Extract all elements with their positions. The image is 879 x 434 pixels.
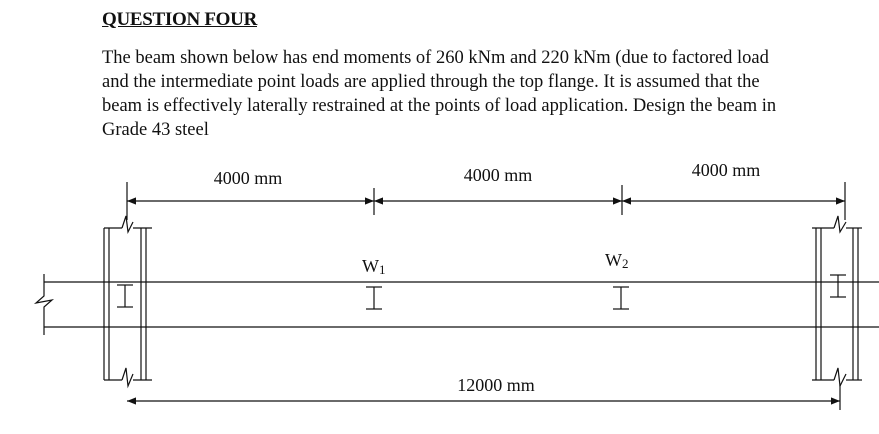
right-column <box>812 216 862 386</box>
question-line-4: Grade 43 steel <box>102 120 209 140</box>
question-line-2: and the intermediate point loads are applied through the top flange. It is assumed that the <box>102 72 760 92</box>
i-section-left <box>117 285 133 307</box>
span-2-label: 4000 mm <box>463 165 533 185</box>
span-3-label: 4000 mm <box>691 160 761 180</box>
total-span-label: 12000 mm <box>457 375 535 395</box>
question-heading: QUESTION FOUR <box>102 9 257 30</box>
load-w1-label: W1 <box>362 256 386 277</box>
i-section-w1 <box>366 287 382 309</box>
load-w2-label: W2 <box>605 250 629 271</box>
left-column <box>104 216 152 386</box>
span-1-label: 4000 mm <box>213 168 283 188</box>
question-line-1: The beam shown below has end moments of 260 kNm and 220 kNm (due to factored load <box>102 48 769 68</box>
i-section-right <box>830 275 846 297</box>
beam-break-symbol <box>36 274 52 335</box>
i-section-w2 <box>613 287 629 309</box>
question-line-3: beam is effectively laterally restrained at the points of load application. Design the beam in <box>102 96 777 116</box>
